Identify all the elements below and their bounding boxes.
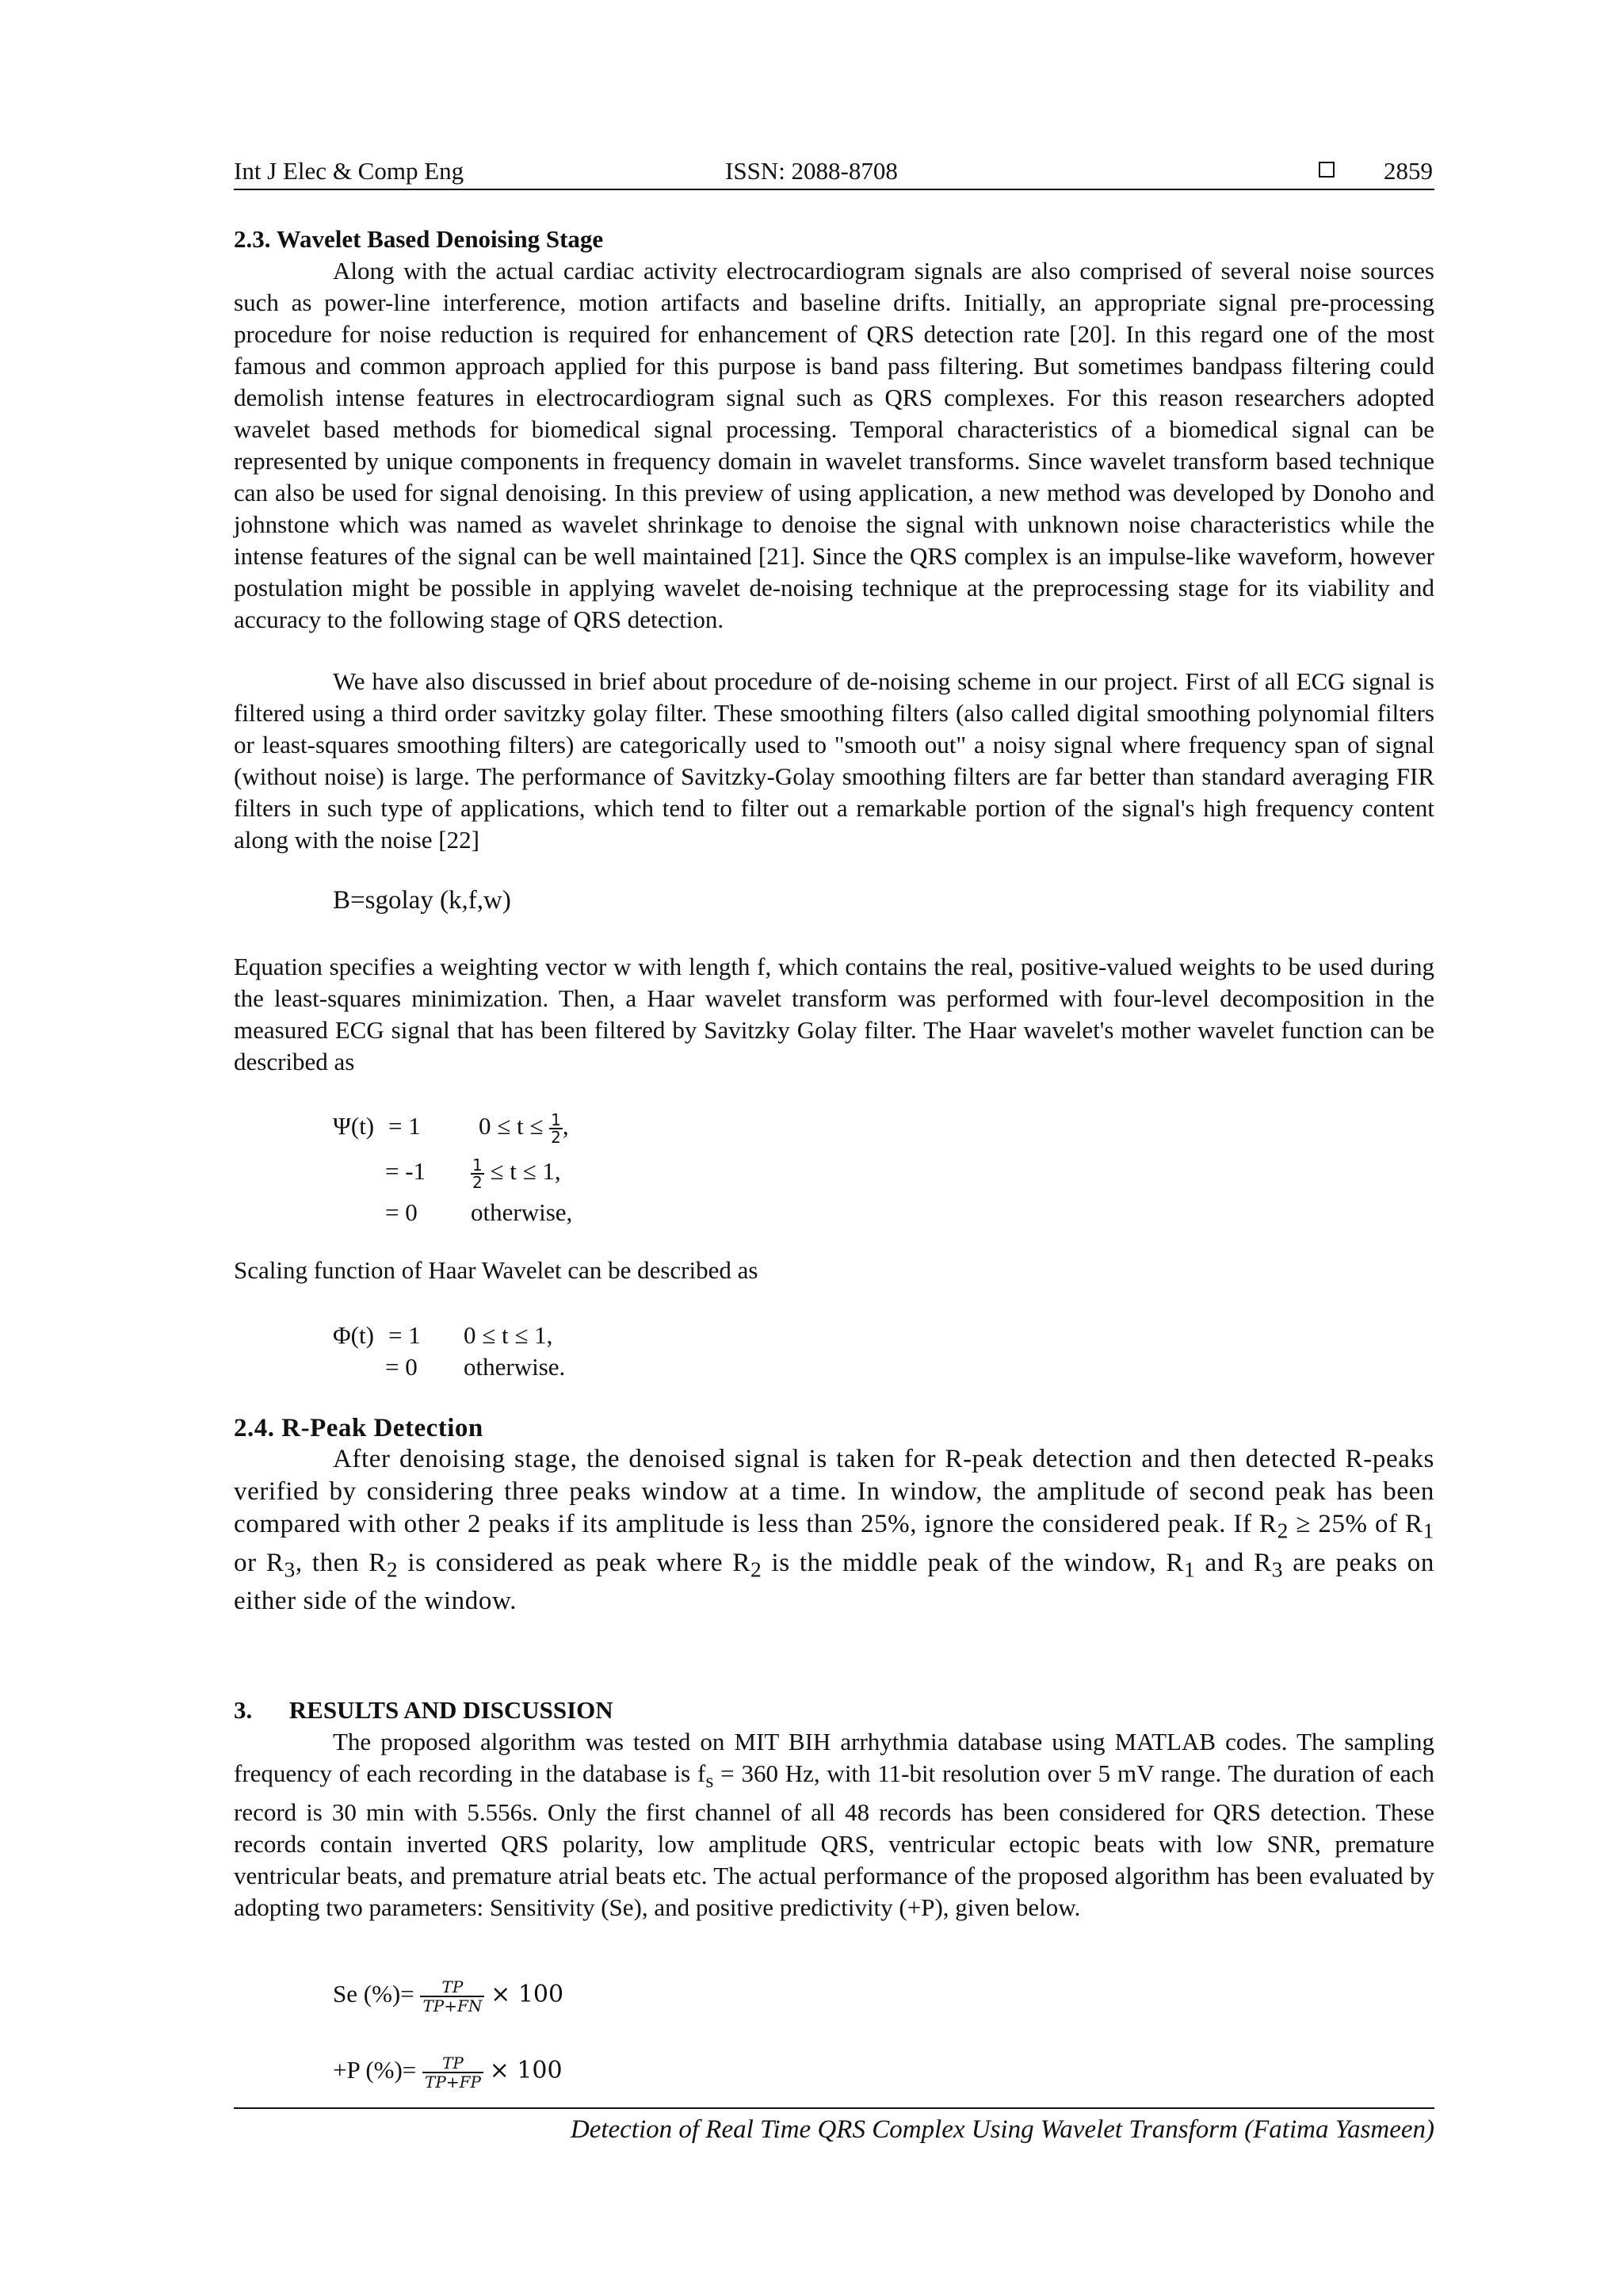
section-2-3-paragraph-4-block	[234, 1255, 1434, 1286]
r-peak-text-e: is considered as peak where R	[398, 1548, 750, 1577]
section-2-3-paragraph-3: Equation specifies a weighting vector w with length f, which contains the real, positive-valued weights to be used during the least-squares minimization. Then, a Haar wavelet transform was performed with four-level decomposition in the measured ECG signal that has been filtered by Savitzky Golay filter. The Haar wavelet's mother wavelet function can be described as	[234, 953, 1434, 1075]
phi-row2-condition: otherwise.	[464, 1353, 566, 1381]
r-peak-text-g: and R	[1195, 1548, 1272, 1577]
r-sub-1a: 1	[1423, 1518, 1435, 1543]
psi-row1-comma: ,	[562, 1112, 569, 1140]
section-2-3-paragraph-1-block	[234, 255, 1434, 636]
r-peak-text-c: or R	[234, 1548, 285, 1577]
footer-rule	[234, 2107, 1434, 2109]
p-numerator: TP	[422, 2054, 483, 2073]
fs-subscript: s	[705, 1769, 714, 1793]
r-sub-2c: 2	[750, 1557, 762, 1582]
psi-row3-value: = 0	[385, 1198, 418, 1226]
sgolay-equation: B=sgolay (k,f,w)	[333, 886, 511, 915]
r-sub-3a: 3	[284, 1557, 296, 1582]
psi-row2-value: = -1	[385, 1157, 426, 1185]
journal-name: Int J Elec & Comp Eng	[234, 157, 464, 185]
se-fraction	[420, 1978, 484, 2015]
running-footer: Detection of Real Time QRS Complex Using Wavelet Transform (Fatima Yasmeen)	[570, 2115, 1434, 2144]
section-3-heading: 3. RESULTS AND DISCUSSION	[234, 1696, 613, 1724]
section-2-4-paragraph-block	[234, 1443, 1434, 1618]
r-peak-text-h: are peaks on either side of the window.	[234, 1548, 1434, 1616]
psi-row1-condition-text: 0 ≤ t ≤	[479, 1112, 544, 1140]
page-box-icon	[1319, 162, 1335, 178]
se-numerator: TP	[420, 1978, 484, 1997]
section-2-3-heading: 2.3. Wavelet Based Denoising Stage	[234, 225, 604, 253]
se-rhs: × 100	[491, 1981, 564, 2009]
se-denominator: TP+FN	[422, 1996, 483, 2015]
p-denominator: TP+FP	[425, 2073, 481, 2092]
phi-row1-condition: 0 ≤ t ≤ 1,	[464, 1321, 553, 1349]
r-peak-text-a: After denoising stage, the denoised signal is taken for R-peak detection and then detected R-peaks verified by considering three peaks window at a time. In window, the amplitude of second peak has been compared with other 2 peaks if its amplitude is less than 25%, ignore the considered peak. If R	[234, 1445, 1434, 1538]
running-header	[234, 155, 1434, 190]
psi-row2-condition	[471, 1156, 561, 1190]
issn: ISSN: 2088-8708	[725, 157, 898, 185]
r-peak-text-f: is the middle peak of the window, R	[762, 1548, 1184, 1577]
p-fraction	[422, 2054, 483, 2091]
p-rhs: × 100	[489, 2057, 563, 2085]
phi-row1-value: = 1	[388, 1321, 421, 1349]
phi-lhs: Φ(t)	[333, 1321, 374, 1349]
psi-lhs: Ψ(t)	[333, 1112, 375, 1140]
r-sub-1b: 1	[1183, 1557, 1196, 1582]
results-text-a: The proposed algorithm was tested on MIT BIH arrhythmia database using MATLAB codes. The sampling frequency of each recording in the database is f	[234, 1728, 1434, 1787]
section-3-paragraph	[234, 1726, 1434, 1924]
section-3-paragraph-block	[234, 1726, 1434, 1924]
psi-row2-condition-text: ≤ t ≤ 1,	[490, 1157, 561, 1185]
half-fraction-2-numerator: 1	[472, 1155, 483, 1175]
r-sub-3b: 3	[1271, 1557, 1284, 1582]
half-fraction-2	[471, 1157, 484, 1190]
r-peak-text-b: ≥ 25% of R	[1288, 1510, 1423, 1538]
phi-row2-value: = 0	[385, 1353, 418, 1381]
half-fraction-1	[549, 1112, 563, 1145]
half-fraction-1-numerator: 1	[551, 1110, 561, 1129]
r-sub-2b: 2	[386, 1557, 399, 1582]
header-rule	[234, 189, 1434, 190]
psi-row3-condition: otherwise,	[471, 1198, 573, 1226]
section-2-4-paragraph	[234, 1443, 1434, 1618]
r-peak-text-d: , then R	[295, 1548, 387, 1577]
section-3-heading-block	[234, 1694, 1434, 1726]
section-2-3-paragraph-3-block	[234, 951, 1434, 1078]
section-2-4-heading-block	[234, 1412, 1434, 1445]
section-2-3-paragraph-2-block	[234, 666, 1434, 856]
sensitivity-equation	[333, 1978, 563, 2015]
p-lhs: +P (%)=	[333, 2056, 417, 2084]
section-2-3-paragraph-1: Along with the actual cardiac activity electrocardiogram signals are also comprised of several noise sources such as power-line interference, motion artifacts and baseline drifts. Initially, an appropriate signal pre-processing procedure for noise reduction is required for enhancement of QRS detection rate [20]. In this regard one of the most famous and common approach applied for this purpose is band pass filtering. But sometimes bandpass filtering could demolish intense features in electrocardiogram signal such as QRS complexes. For this reason researchers adopted wavelet based methods for biomedical signal processing. Temporal characteristics of a biomedical signal can be represented by unique components in frequency domain in wavelet transforms. Since wavelet transform based technique can also be used for signal denoising. In this preview of using application, a new method was developed by Donoho and johnstone which was named as wavelet shrinkage to denoise the signal with unknown noise characteristics while the intense features of the signal can be well maintained [21]. Since the QRS complex is an impulse-like waveform, however postulation might be possible in applying wavelet de-noising technique at the preprocessing stage for its viability and accuracy to the following stage of QRS detection.	[234, 257, 1434, 633]
r-sub-2a: 2	[1277, 1518, 1289, 1543]
section-2-3-paragraph-4: Scaling function of Haar Wavelet can be described as	[234, 1256, 758, 1284]
results-text-b: = 360 Hz, with 11-bit resolution over 5 mV range. The duration of each record is 30 min with 5.556s. Only the first channel of all 48 records has been considered for QRS detection. These records contain inverted QRS polarity, low amplitude QRS, ventricular ectopic beats with low SNR, premature ventricular beats, and premature atrial beats etc. The actual performance of the proposed algorithm has been evaluated by adopting two parameters: Sensitivity (Se), and positive predictivity (+P), given below.	[234, 1759, 1434, 1922]
psi-row1-condition	[479, 1110, 569, 1145]
page-number: 2859	[1384, 157, 1433, 185]
section-2-3-heading-block	[234, 223, 1434, 255]
section-2-4-heading: 2.4. R-Peak Detection	[234, 1414, 483, 1442]
section-2-3-paragraph-2: We have also discussed in brief about procedure of de-noising scheme in our project. First of all ECG signal is filtered using a third order savitzky golay filter. These smoothing filters (also called digital smoothing polynomial filters or least-squares smoothing filters) are categorically used to "smooth out" a noisy signal where frequency span of signal (without noise) is large. The performance of Savitzky-Golay smoothing filters are far better than standard averaging FIR filters in such type of applications, which tend to filter out a remarkable portion of the signal's high frequency content along with the noise [22]	[234, 667, 1434, 854]
positive-predictivity-equation	[333, 2054, 563, 2091]
se-lhs: Se (%)=	[333, 1980, 414, 2008]
half-fraction-2-denominator: 2	[472, 1172, 483, 1192]
half-fraction-1-denominator: 2	[551, 1127, 561, 1147]
psi-row1-value: = 1	[388, 1112, 421, 1140]
